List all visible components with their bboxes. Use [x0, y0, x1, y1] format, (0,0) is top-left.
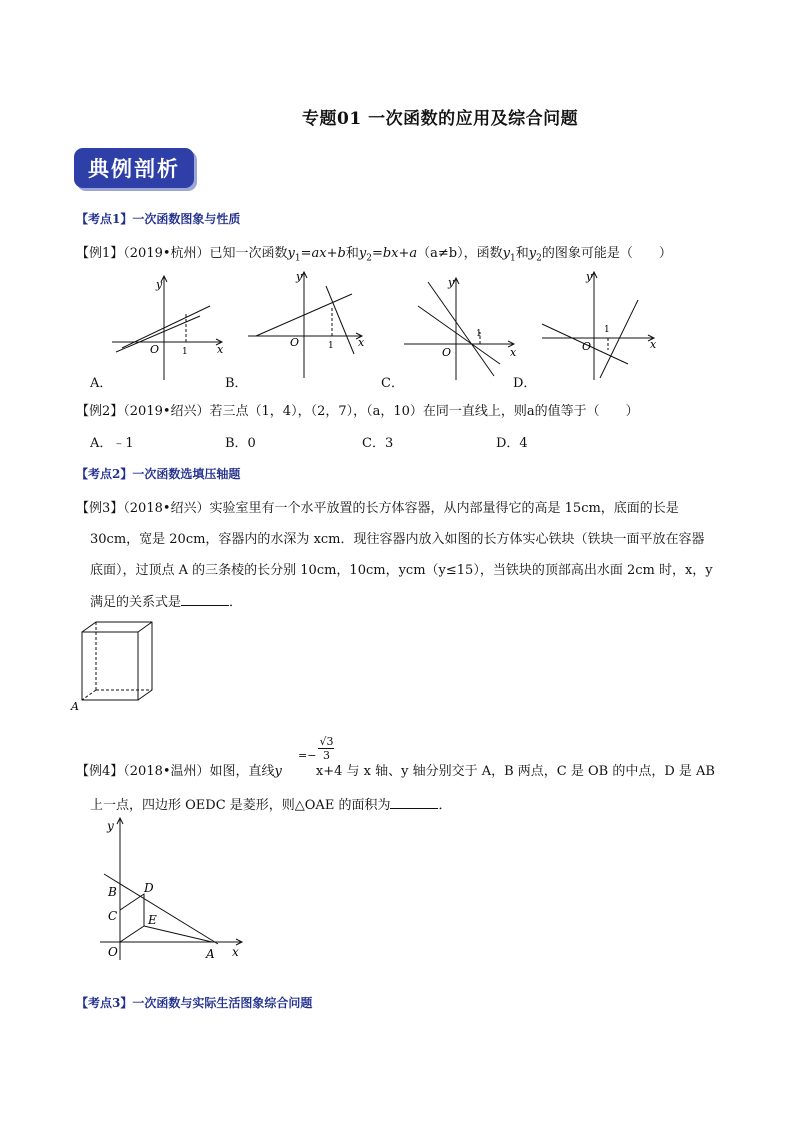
option-b-label: B． — [225, 376, 248, 391]
example-2-option-b: B．0 — [225, 436, 256, 451]
svg-text:y: y — [156, 278, 163, 291]
page-title: 专题01 一次函数的应用及综合问题 — [302, 109, 579, 129]
rhombus-figure — [100, 814, 260, 964]
section-banner: 典例剖析 — [74, 148, 194, 188]
answer-blank-2 — [390, 796, 438, 809]
kaodian-3-heading: 【考点3】一次函数与实际生活图象综合问题 — [76, 996, 313, 1010]
example-4-line-2: 上一点，四边形 OEDC 是菱形，则△OAE 的面积为 ． — [90, 798, 452, 813]
fraction: =− $\frac{√3}{3}$ — [298, 735, 334, 762]
svg-text:x: x — [232, 945, 239, 959]
svg-text:D: D — [144, 881, 154, 895]
svg-text:x: x — [358, 336, 365, 349]
example-3-line-1: 【例3】（2018•绍兴）实验室里有一个水平放置的长方体容器，从内部量得它的高是 15cm，底面的长是 — [76, 501, 679, 516]
answer-blank — [181, 593, 229, 606]
svg-text:x: x — [650, 338, 657, 351]
example-2-option-a: A．﹣1 — [90, 436, 134, 451]
svg-text:C: C — [108, 909, 118, 923]
svg-text:O: O — [108, 945, 118, 959]
svg-text:y: y — [296, 270, 303, 283]
svg-text:O: O — [290, 336, 300, 349]
svg-text:1: 1 — [328, 341, 334, 351]
example-2-option-c: C．3 — [362, 436, 394, 451]
svg-text:B: B — [108, 885, 117, 899]
graph-option-a — [112, 272, 228, 384]
graph-option-c — [400, 272, 520, 384]
svg-text:x: x — [217, 343, 224, 356]
option-c-label: C． — [381, 376, 404, 391]
example-3-line-2: 30cm，宽是 20cm，容器内的水深为 xcm．现往容器内放入如图的长方体实心铁块（铁块一面平放在容器 — [90, 532, 705, 547]
svg-text:O: O — [442, 346, 452, 359]
svg-text:1: 1 — [476, 329, 482, 339]
option-a-label: A． — [90, 376, 113, 391]
cuboid-figure — [70, 618, 160, 714]
example-1-text: 【例1】（2019•杭州）已知一次函数$y_1=ax+b$和$y_2=bx+a(a\ne b)$，函数$y_1$和$y_2$的图象可能是（ ） — [76, 246, 672, 264]
svg-text:y: y — [448, 276, 455, 289]
example-3-line-3: 底面），过顶点 A 的三条棱的长分别 10cm，10cm，ycm（y≤15），当铁块的顶部高出水面 2cm 时，x，y — [90, 563, 713, 578]
example-3-line-4: 满足的关系式是 ． — [90, 595, 243, 610]
svg-text:1: 1 — [604, 325, 610, 335]
svg-text:A: A — [206, 947, 215, 961]
svg-text:O: O — [582, 340, 592, 353]
svg-text:O: O — [150, 343, 160, 356]
svg-text:1: 1 — [182, 347, 188, 357]
graph-option-d — [538, 266, 660, 384]
svg-text:y: y — [107, 819, 114, 833]
example-2-option-d: D．4 — [496, 436, 528, 451]
graph-option-b — [244, 266, 368, 384]
svg-text:y: y — [586, 270, 593, 283]
example-4-line-1: 【例4】（2018•温州）如图，直线y x+4 与 x 轴、y 轴分别交于 A，B 两点，C 是 OB 的中点，D 是 AB — [76, 764, 715, 779]
option-d-label: D． — [513, 376, 537, 391]
kaodian-1-heading: 【考点1】一次函数图象与性质 — [76, 212, 241, 226]
kaodian-2-heading: 【考点2】一次函数选填压轴题 — [76, 467, 241, 481]
example-2-text: 【例2】（2019•绍兴）若三点（1，4），（2，7），（a，10）在同一直线上，则a的值等于（ ） — [76, 404, 639, 419]
svg-text:x: x — [510, 346, 517, 359]
svg-text:E: E — [148, 913, 157, 927]
svg-text:A: A — [71, 700, 79, 713]
